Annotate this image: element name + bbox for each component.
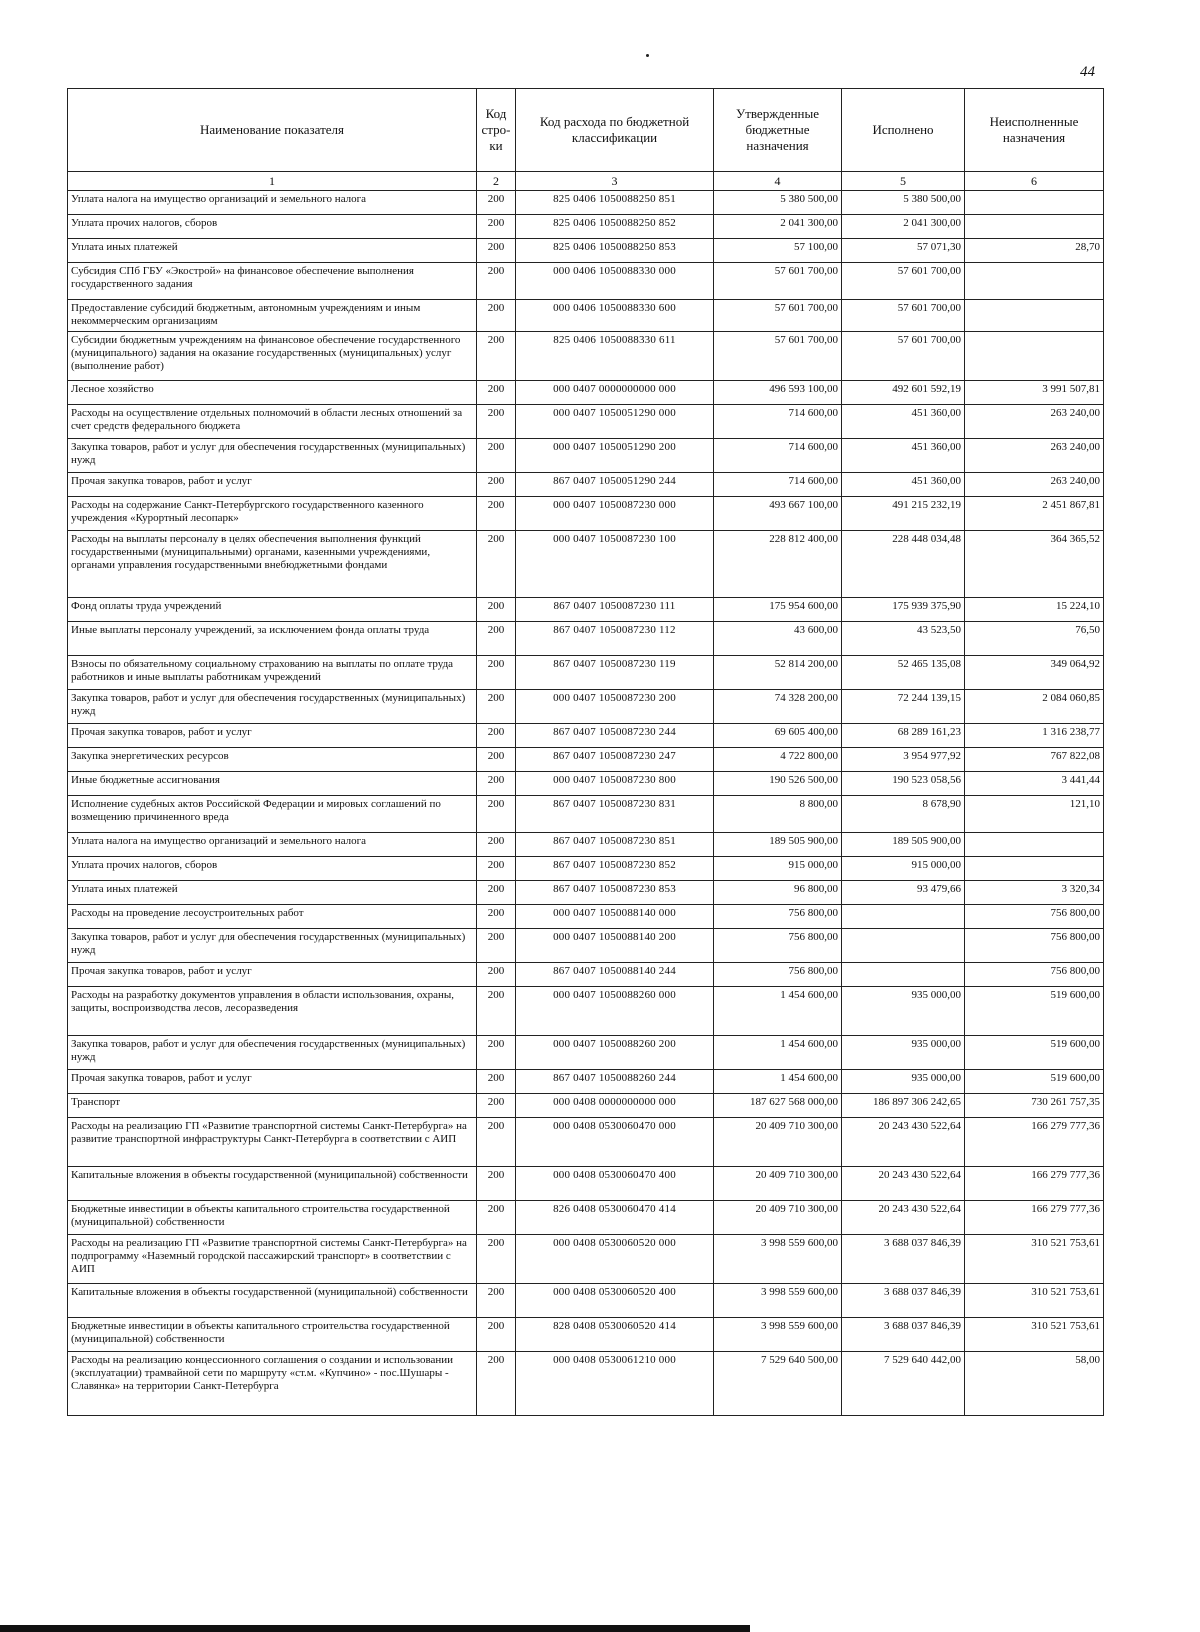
unexecuted-amount-cell: 756 800,00 (965, 963, 1104, 987)
table-row (68, 598, 1104, 622)
approved-amount-cell: 756 800,00 (714, 905, 842, 929)
table-row (68, 1201, 1104, 1235)
approved-amount-cell: 228 812 400,00 (714, 531, 842, 598)
budget-code-cell: 000 0407 1050088260 200 (516, 1036, 714, 1070)
line-code-cell: 200 (477, 215, 516, 239)
indicator-name-cell: Закупка товаров, работ и услуг для обеспечения государственных (муниципальных) нужд (68, 929, 477, 963)
table-row (68, 332, 1104, 381)
line-code-cell: 200 (477, 857, 516, 881)
budget-code-cell: 867 0407 1050087230 247 (516, 748, 714, 772)
indicator-name-cell: Капитальные вложения в объекты государственной (муниципальной) собственности (68, 1167, 477, 1201)
table-row (68, 690, 1104, 724)
column-number: 3 (516, 172, 714, 191)
line-code-cell: 200 (477, 598, 516, 622)
table-row (68, 748, 1104, 772)
line-code-cell: 200 (477, 833, 516, 857)
indicator-name-cell: Субсидия СПб ГБУ «Экострой» на финансовое обеспечение выполнения государственного задания (68, 263, 477, 300)
unexecuted-amount-cell: 166 279 777,36 (965, 1167, 1104, 1201)
line-code-cell: 200 (477, 905, 516, 929)
approved-amount-cell: 20 409 710 300,00 (714, 1201, 842, 1235)
header-unexecuted: Неисполненные назначения (965, 89, 1104, 172)
unexecuted-amount-cell (965, 857, 1104, 881)
executed-amount-cell: 935 000,00 (842, 987, 965, 1036)
executed-amount-cell: 20 243 430 522,64 (842, 1201, 965, 1235)
table-row (68, 724, 1104, 748)
budget-code-cell: 000 0407 1050087230 800 (516, 772, 714, 796)
executed-amount-cell: 57 601 700,00 (842, 263, 965, 300)
unexecuted-amount-cell (965, 191, 1104, 215)
executed-amount-cell: 52 465 135,08 (842, 656, 965, 690)
approved-amount-cell: 714 600,00 (714, 473, 842, 497)
indicator-name-cell: Расходы на разработку документов управления в области использования, охраны, защиты, воспроизводства лесов, лесоразведения (68, 987, 477, 1036)
unexecuted-amount-cell: 3 320,34 (965, 881, 1104, 905)
indicator-name-cell: Уплата налога на имущество организаций и земельного налога (68, 191, 477, 215)
indicator-name-cell: Уплата налога на имущество организаций и земельного налога (68, 833, 477, 857)
table-row (68, 381, 1104, 405)
unexecuted-amount-cell (965, 332, 1104, 381)
indicator-name-cell: Уплата прочих налогов, сборов (68, 857, 477, 881)
approved-amount-cell: 43 600,00 (714, 622, 842, 656)
unexecuted-amount-cell: 756 800,00 (965, 929, 1104, 963)
unexecuted-amount-cell: 76,50 (965, 622, 1104, 656)
executed-amount-cell: 189 505 900,00 (842, 833, 965, 857)
approved-amount-cell: 189 505 900,00 (714, 833, 842, 857)
unexecuted-amount-cell: 28,70 (965, 239, 1104, 263)
table-row (68, 987, 1104, 1036)
line-code-cell: 200 (477, 772, 516, 796)
approved-amount-cell: 3 998 559 600,00 (714, 1235, 842, 1284)
executed-amount-cell: 2 041 300,00 (842, 215, 965, 239)
table-row (68, 929, 1104, 963)
executed-amount-cell: 451 360,00 (842, 405, 965, 439)
unexecuted-amount-cell: 310 521 753,61 (965, 1235, 1104, 1284)
table-row (68, 772, 1104, 796)
budget-code-cell: 867 0407 1050087230 851 (516, 833, 714, 857)
executed-amount-cell: 57 601 700,00 (842, 300, 965, 332)
line-code-cell: 200 (477, 1352, 516, 1416)
budget-code-cell: 000 0407 1050051290 200 (516, 439, 714, 473)
approved-amount-cell: 3 998 559 600,00 (714, 1284, 842, 1318)
executed-amount-cell: 68 289 161,23 (842, 724, 965, 748)
table-row (68, 1235, 1104, 1284)
line-code-cell: 200 (477, 1118, 516, 1167)
approved-amount-cell: 756 800,00 (714, 963, 842, 987)
indicator-name-cell: Закупка товаров, работ и услуг для обеспечения государственных (муниципальных) нужд (68, 1036, 477, 1070)
approved-amount-cell: 2 041 300,00 (714, 215, 842, 239)
budget-code-cell: 867 0407 1050051290 244 (516, 473, 714, 497)
unexecuted-amount-cell: 3 441,44 (965, 772, 1104, 796)
budget-code-cell: 000 0408 0530060470 000 (516, 1118, 714, 1167)
indicator-name-cell: Расходы на реализацию ГП «Развитие транспортной системы Санкт-Петербурга» на развитие транспортной инфраструктуры Санкт-Петербурга в соответствии с АИП (68, 1118, 477, 1167)
executed-amount-cell: 43 523,50 (842, 622, 965, 656)
approved-amount-cell: 57 100,00 (714, 239, 842, 263)
line-code-cell: 200 (477, 963, 516, 987)
approved-amount-cell: 190 526 500,00 (714, 772, 842, 796)
line-code-cell: 200 (477, 796, 516, 833)
line-code-cell: 200 (477, 1284, 516, 1318)
budget-code-cell: 000 0408 0530060470 400 (516, 1167, 714, 1201)
budget-execution-table (67, 88, 1104, 1416)
line-code-cell: 200 (477, 531, 516, 598)
unexecuted-amount-cell: 15 224,10 (965, 598, 1104, 622)
line-code-cell: 200 (477, 405, 516, 439)
table-row (68, 1352, 1104, 1416)
indicator-name-cell: Прочая закупка товаров, работ и услуг (68, 1070, 477, 1094)
indicator-name-cell: Расходы на выплаты персоналу в целях обеспечения выполнения функций государственными (муниципальными) органами, казенными учреждениями, органами управления государственными внебюджетными фондами (68, 531, 477, 598)
unexecuted-amount-cell: 349 064,92 (965, 656, 1104, 690)
column-number: 2 (477, 172, 516, 191)
indicator-name-cell: Уплата прочих налогов, сборов (68, 215, 477, 239)
unexecuted-amount-cell: 519 600,00 (965, 1070, 1104, 1094)
indicator-name-cell: Закупка товаров, работ и услуг для обеспечения государственных (муниципальных) нужд (68, 690, 477, 724)
approved-amount-cell: 915 000,00 (714, 857, 842, 881)
budget-code-cell: 867 0407 1050087230 112 (516, 622, 714, 656)
budget-code-cell: 867 0407 1050087230 119 (516, 656, 714, 690)
executed-amount-cell: 72 244 139,15 (842, 690, 965, 724)
approved-amount-cell: 756 800,00 (714, 929, 842, 963)
approved-amount-cell: 20 409 710 300,00 (714, 1118, 842, 1167)
executed-amount-cell: 491 215 232,19 (842, 497, 965, 531)
line-code-cell: 200 (477, 191, 516, 215)
column-number: 4 (714, 172, 842, 191)
budget-code-cell: 000 0408 0530060520 400 (516, 1284, 714, 1318)
unexecuted-amount-cell: 364 365,52 (965, 531, 1104, 598)
table-row (68, 622, 1104, 656)
table-row (68, 881, 1104, 905)
line-code-cell: 200 (477, 1070, 516, 1094)
budget-code-cell: 000 0407 1050087230 200 (516, 690, 714, 724)
executed-amount-cell: 935 000,00 (842, 1070, 965, 1094)
indicator-name-cell: Капитальные вложения в объекты государственной (муниципальной) собственности (68, 1284, 477, 1318)
indicator-name-cell: Иные бюджетные ассигнования (68, 772, 477, 796)
unexecuted-amount-cell: 263 240,00 (965, 405, 1104, 439)
column-number: 1 (68, 172, 477, 191)
executed-amount-cell: 935 000,00 (842, 1036, 965, 1070)
budget-code-cell: 000 0406 1050088330 000 (516, 263, 714, 300)
executed-amount-cell: 492 601 592,19 (842, 381, 965, 405)
table-row (68, 905, 1104, 929)
executed-amount-cell: 20 243 430 522,64 (842, 1167, 965, 1201)
budget-code-cell: 826 0408 0530060470 414 (516, 1201, 714, 1235)
unexecuted-amount-cell: 310 521 753,61 (965, 1318, 1104, 1352)
line-code-cell: 200 (477, 748, 516, 772)
budget-code-cell: 825 0406 1050088330 611 (516, 332, 714, 381)
unexecuted-amount-cell: 519 600,00 (965, 1036, 1104, 1070)
executed-amount-cell: 186 897 306 242,65 (842, 1094, 965, 1118)
table-row (68, 1284, 1104, 1318)
approved-amount-cell: 493 667 100,00 (714, 497, 842, 531)
table-header-row (68, 89, 1104, 172)
budget-code-cell: 000 0407 1050087230 100 (516, 531, 714, 598)
line-code-cell: 200 (477, 929, 516, 963)
table-body (68, 191, 1104, 1416)
column-number: 6 (965, 172, 1104, 191)
line-code-cell: 200 (477, 439, 516, 473)
budget-code-cell: 867 0407 1050088140 244 (516, 963, 714, 987)
budget-code-cell: 000 0407 1050087230 000 (516, 497, 714, 531)
executed-amount-cell: 451 360,00 (842, 439, 965, 473)
indicator-name-cell: Закупка товаров, работ и услуг для обеспечения государственных (муниципальных) нужд (68, 439, 477, 473)
executed-amount-cell: 93 479,66 (842, 881, 965, 905)
indicator-name-cell: Транспорт (68, 1094, 477, 1118)
table-row (68, 796, 1104, 833)
approved-amount-cell: 714 600,00 (714, 439, 842, 473)
line-code-cell: 200 (477, 1201, 516, 1235)
table-row (68, 405, 1104, 439)
indicator-name-cell: Расходы на реализацию концессионного соглашения о создании и использовании (эксплуатации) трамвайной сети по маршруту «ст.м. «Купчино» - пос.Шушары - Славянка» на территории Санкт-Петербурга (68, 1352, 477, 1416)
scan-edge-bar (0, 1625, 750, 1632)
unexecuted-amount-cell: 1 316 238,77 (965, 724, 1104, 748)
executed-amount-cell: 5 380 500,00 (842, 191, 965, 215)
table-row (68, 1167, 1104, 1201)
table-row (68, 1318, 1104, 1352)
budget-code-cell: 825 0406 1050088250 851 (516, 191, 714, 215)
indicator-name-cell: Расходы на содержание Санкт-Петербургского государственного казенного учреждения «Курортный лесопарк» (68, 497, 477, 531)
executed-amount-cell: 3 688 037 846,39 (842, 1235, 965, 1284)
budget-code-cell: 000 0408 0530061210 000 (516, 1352, 714, 1416)
line-code-cell: 200 (477, 1167, 516, 1201)
table-row (68, 191, 1104, 215)
executed-amount-cell: 228 448 034,48 (842, 531, 965, 598)
approved-amount-cell: 8 800,00 (714, 796, 842, 833)
line-code-cell: 200 (477, 1094, 516, 1118)
unexecuted-amount-cell: 166 279 777,36 (965, 1118, 1104, 1167)
line-code-cell: 200 (477, 656, 516, 690)
budget-code-cell: 867 0407 1050088260 244 (516, 1070, 714, 1094)
budget-code-cell: 867 0407 1050087230 831 (516, 796, 714, 833)
indicator-name-cell: Предоставление субсидий бюджетным, автономным учреждениям и иным некоммерческим организациям (68, 300, 477, 332)
unexecuted-amount-cell (965, 300, 1104, 332)
executed-amount-cell: 20 243 430 522,64 (842, 1118, 965, 1167)
table-row (68, 1070, 1104, 1094)
executed-amount-cell: 57 071,30 (842, 239, 965, 263)
table-row (68, 239, 1104, 263)
unexecuted-amount-cell: 121,10 (965, 796, 1104, 833)
unexecuted-amount-cell: 2 451 867,81 (965, 497, 1104, 531)
budget-code-cell: 867 0407 1050087230 852 (516, 857, 714, 881)
table-row (68, 439, 1104, 473)
line-code-cell: 200 (477, 987, 516, 1036)
budget-code-cell: 828 0408 0530060520 414 (516, 1318, 714, 1352)
indicator-name-cell: Прочая закупка товаров, работ и услуг (68, 963, 477, 987)
table-row (68, 833, 1104, 857)
indicator-name-cell: Исполнение судебных актов Российской Федерации и мировых соглашений по возмещению причиненного вреда (68, 796, 477, 833)
approved-amount-cell: 52 814 200,00 (714, 656, 842, 690)
approved-amount-cell: 7 529 640 500,00 (714, 1352, 842, 1416)
unexecuted-amount-cell: 730 261 757,35 (965, 1094, 1104, 1118)
line-code-cell: 200 (477, 497, 516, 531)
indicator-name-cell: Лесное хозяйство (68, 381, 477, 405)
line-code-cell: 200 (477, 881, 516, 905)
budget-code-cell: 000 0408 0530060520 000 (516, 1235, 714, 1284)
executed-amount-cell: 190 523 058,56 (842, 772, 965, 796)
unexecuted-amount-cell: 310 521 753,61 (965, 1284, 1104, 1318)
executed-amount-cell: 7 529 640 442,00 (842, 1352, 965, 1416)
budget-code-cell: 867 0407 1050087230 244 (516, 724, 714, 748)
budget-code-cell: 000 0407 1050088260 000 (516, 987, 714, 1036)
indicator-name-cell: Прочая закупка товаров, работ и услуг (68, 473, 477, 497)
unexecuted-amount-cell: 519 600,00 (965, 987, 1104, 1036)
approved-amount-cell: 20 409 710 300,00 (714, 1167, 842, 1201)
unexecuted-amount-cell: 3 991 507,81 (965, 381, 1104, 405)
unexecuted-amount-cell (965, 833, 1104, 857)
approved-amount-cell: 96 800,00 (714, 881, 842, 905)
table-row (68, 215, 1104, 239)
approved-amount-cell: 57 601 700,00 (714, 300, 842, 332)
budget-code-cell: 825 0406 1050088250 853 (516, 239, 714, 263)
indicator-name-cell: Уплата иных платежей (68, 881, 477, 905)
indicator-name-cell: Бюджетные инвестиции в объекты капитального строительства государственной (муниципальной) собственности (68, 1201, 477, 1235)
header-approved: Утвержденные бюджетные назначения (714, 89, 842, 172)
table-row (68, 300, 1104, 332)
unexecuted-amount-cell: 756 800,00 (965, 905, 1104, 929)
budget-code-cell: 000 0407 0000000000 000 (516, 381, 714, 405)
unexecuted-amount-cell: 58,00 (965, 1352, 1104, 1416)
executed-amount-cell: 451 360,00 (842, 473, 965, 497)
line-code-cell: 200 (477, 381, 516, 405)
executed-amount-cell (842, 905, 965, 929)
table-row (68, 473, 1104, 497)
approved-amount-cell: 74 328 200,00 (714, 690, 842, 724)
indicator-name-cell: Прочая закупка товаров, работ и услуг (68, 724, 477, 748)
table-row (68, 656, 1104, 690)
line-code-cell: 200 (477, 690, 516, 724)
executed-amount-cell: 3 954 977,92 (842, 748, 965, 772)
approved-amount-cell: 1 454 600,00 (714, 1070, 842, 1094)
line-code-cell: 200 (477, 239, 516, 263)
executed-amount-cell: 57 601 700,00 (842, 332, 965, 381)
budget-code-cell: 000 0407 1050088140 200 (516, 929, 714, 963)
line-code-cell: 200 (477, 300, 516, 332)
table-row (68, 1094, 1104, 1118)
executed-amount-cell: 8 678,90 (842, 796, 965, 833)
line-code-cell: 200 (477, 1318, 516, 1352)
header-indicator-name: Наименование показателя (68, 89, 477, 172)
table-row (68, 531, 1104, 598)
table-row (68, 857, 1104, 881)
approved-amount-cell: 3 998 559 600,00 (714, 1318, 842, 1352)
page-number: 44 (1080, 64, 1095, 80)
line-code-cell: 200 (477, 724, 516, 748)
table-row (68, 963, 1104, 987)
unexecuted-amount-cell (965, 215, 1104, 239)
executed-amount-cell (842, 929, 965, 963)
budget-code-cell: 867 0407 1050087230 111 (516, 598, 714, 622)
approved-amount-cell: 1 454 600,00 (714, 987, 842, 1036)
line-code-cell: 200 (477, 263, 516, 300)
indicator-name-cell: Закупка энергетических ресурсов (68, 748, 477, 772)
executed-amount-cell: 915 000,00 (842, 857, 965, 881)
header-budget-code: Код расхода по бюджетной классификации (516, 89, 714, 172)
scan-dot (646, 54, 649, 57)
line-code-cell: 200 (477, 622, 516, 656)
unexecuted-amount-cell: 2 084 060,85 (965, 690, 1104, 724)
budget-code-cell: 825 0406 1050088250 852 (516, 215, 714, 239)
line-code-cell: 200 (477, 1235, 516, 1284)
approved-amount-cell: 187 627 568 000,00 (714, 1094, 842, 1118)
budget-code-cell: 867 0407 1050087230 853 (516, 881, 714, 905)
header-executed: Исполнено (842, 89, 965, 172)
indicator-name-cell: Уплата иных платежей (68, 239, 477, 263)
approved-amount-cell: 1 454 600,00 (714, 1036, 842, 1070)
approved-amount-cell: 57 601 700,00 (714, 263, 842, 300)
executed-amount-cell: 175 939 375,90 (842, 598, 965, 622)
unexecuted-amount-cell: 263 240,00 (965, 439, 1104, 473)
table-row (68, 263, 1104, 300)
column-number: 5 (842, 172, 965, 191)
executed-amount-cell: 3 688 037 846,39 (842, 1284, 965, 1318)
unexecuted-amount-cell (965, 263, 1104, 300)
budget-code-cell: 000 0407 1050088140 000 (516, 905, 714, 929)
approved-amount-cell: 69 605 400,00 (714, 724, 842, 748)
line-code-cell: 200 (477, 332, 516, 381)
unexecuted-amount-cell: 263 240,00 (965, 473, 1104, 497)
indicator-name-cell: Расходы на проведение лесоустроительных работ (68, 905, 477, 929)
line-code-cell: 200 (477, 473, 516, 497)
executed-amount-cell (842, 963, 965, 987)
table-row (68, 1036, 1104, 1070)
unexecuted-amount-cell: 767 822,08 (965, 748, 1104, 772)
indicator-name-cell: Расходы на осуществление отдельных полномочий в области лесных отношений за счет средств федерального бюджета (68, 405, 477, 439)
approved-amount-cell: 5 380 500,00 (714, 191, 842, 215)
column-number-row (68, 172, 1104, 191)
budget-code-cell: 000 0408 0000000000 000 (516, 1094, 714, 1118)
budget-code-cell: 000 0406 1050088330 600 (516, 300, 714, 332)
table-row (68, 1118, 1104, 1167)
executed-amount-cell: 3 688 037 846,39 (842, 1318, 965, 1352)
approved-amount-cell: 175 954 600,00 (714, 598, 842, 622)
indicator-name-cell: Взносы по обязательному социальному страхованию на выплаты по оплате труда работников и иные выплаты работникам учреждений (68, 656, 477, 690)
approved-amount-cell: 496 593 100,00 (714, 381, 842, 405)
approved-amount-cell: 57 601 700,00 (714, 332, 842, 381)
header-line-code: Код стро-ки (477, 89, 516, 172)
table-row (68, 497, 1104, 531)
approved-amount-cell: 4 722 800,00 (714, 748, 842, 772)
budget-code-cell: 000 0407 1050051290 000 (516, 405, 714, 439)
indicator-name-cell: Расходы на реализацию ГП «Развитие транспортной системы Санкт-Петербурга» на подпрограмму «Наземный городской пассажирский транспорт» в соответствии с АИП (68, 1235, 477, 1284)
indicator-name-cell: Иные выплаты персоналу учреждений, за исключением фонда оплаты труда (68, 622, 477, 656)
unexecuted-amount-cell: 166 279 777,36 (965, 1201, 1104, 1235)
indicator-name-cell: Субсидии бюджетным учреждениям на финансовое обеспечение государственного (муниципального) задания на оказание государственных (муниципальных) услуг (выполнение работ) (68, 332, 477, 381)
line-code-cell: 200 (477, 1036, 516, 1070)
indicator-name-cell: Фонд оплаты труда учреждений (68, 598, 477, 622)
indicator-name-cell: Бюджетные инвестиции в объекты капитального строительства государственной (муниципальной) собственности (68, 1318, 477, 1352)
approved-amount-cell: 714 600,00 (714, 405, 842, 439)
